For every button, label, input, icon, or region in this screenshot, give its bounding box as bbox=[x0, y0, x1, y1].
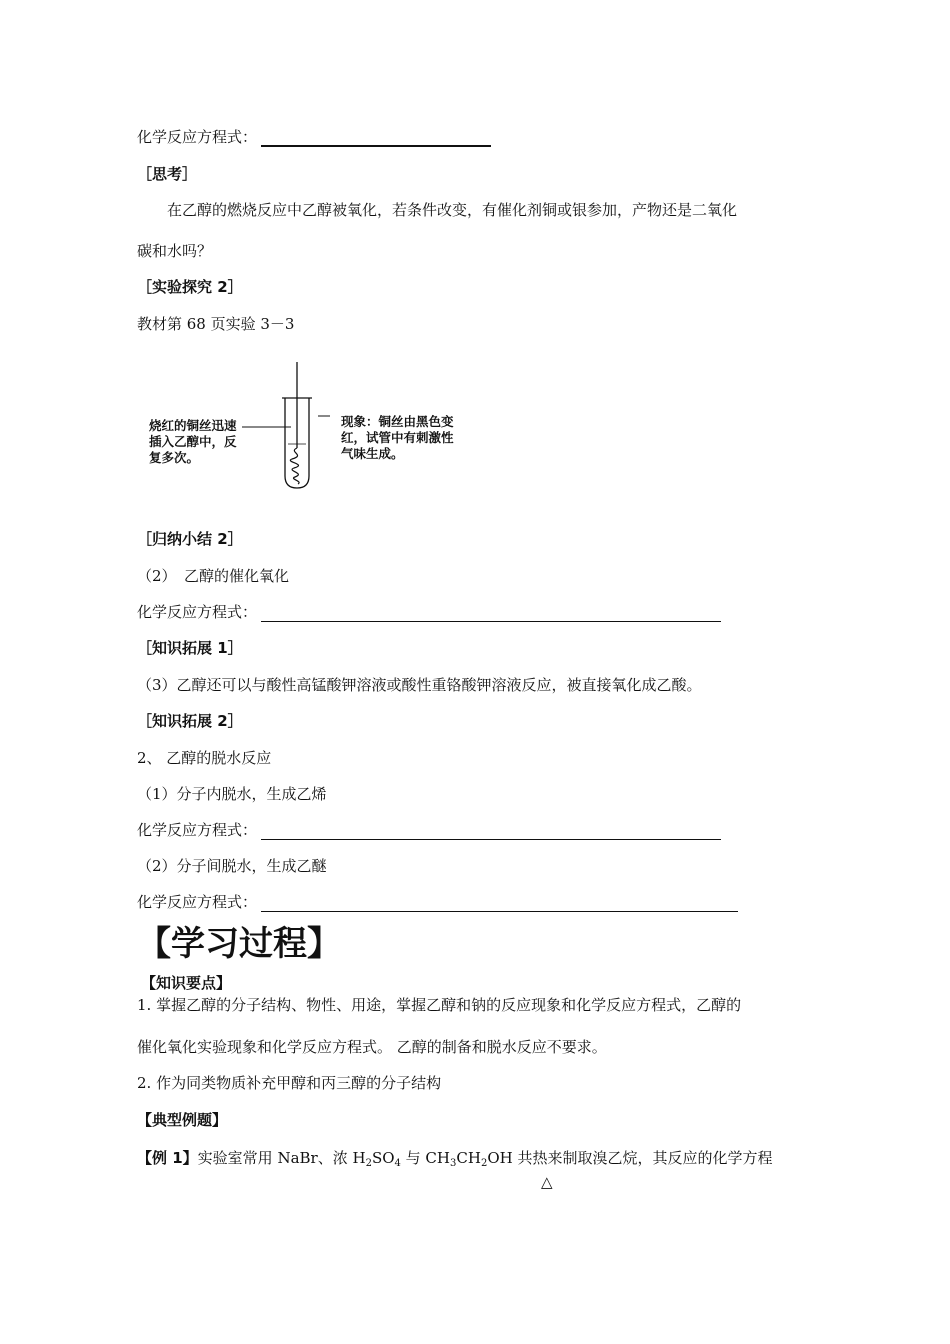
think-text-line-1: 在乙醇的燃烧反应中乙醇被氧化，若条件改变，有催化剂铜或银参加，产物还是二氧化 bbox=[167, 201, 738, 219]
equation-label: 化学反应方程式： bbox=[137, 603, 258, 621]
think-text-line-2: 碳和水吗？ bbox=[137, 242, 213, 260]
copper-coil bbox=[290, 448, 299, 484]
diagram-right-label bbox=[341, 414, 454, 462]
example1-text-part: SO bbox=[371, 1149, 395, 1167]
right-label-line-1: 现象：铜丝由黑色变 bbox=[341, 414, 454, 429]
learning-process-heading: 【学习过程】 bbox=[137, 924, 341, 964]
extension1-text: （3）乙醇还可以与酸性高锰酸钾溶液或酸性重铬酸钾溶液反应，被直接氧化成乙酸。 bbox=[137, 676, 702, 694]
think-heading: ［思考］ bbox=[137, 165, 198, 183]
answer-blank-3[interactable] bbox=[261, 823, 721, 840]
examples-heading: 【典型例题】 bbox=[137, 1111, 228, 1129]
example1-label: 【例 1】 bbox=[137, 1149, 198, 1167]
left-label-line-1: 烧红的铜丝迅速 bbox=[149, 418, 237, 433]
equation-line-3 bbox=[137, 820, 721, 840]
summary2-item: （2） 乙醇的催化氧化 bbox=[137, 567, 290, 585]
subscript: 2 bbox=[480, 1158, 488, 1169]
key-point-1-line-1: 1. 掌握乙醇的分子结构、物性、用途，掌握乙醇和钠的反应现象和化学反应方程式，乙醇的 bbox=[137, 996, 742, 1014]
subscript: 3 bbox=[450, 1158, 457, 1169]
key-points-heading: 【知识要点】 bbox=[141, 974, 232, 992]
key-point-1-line-2: 催化氧化实验现象和化学反应方程式。 乙醇的制备和脱水反应不要求。 bbox=[137, 1038, 607, 1056]
right-label-line-2: 红，试管中有刺激性 bbox=[341, 430, 454, 445]
subscript: 2 bbox=[365, 1158, 372, 1169]
left-label-line-2: 插入乙醇中，反 bbox=[149, 434, 237, 449]
extension2-sub1: （1）分子内脱水，生成乙烯 bbox=[137, 785, 327, 803]
heating-triangle: △ bbox=[541, 1173, 553, 1191]
equation-label: 化学反应方程式： bbox=[137, 893, 258, 911]
left-label-line-3: 复多次。 bbox=[149, 450, 200, 465]
example1-text-part: CH bbox=[456, 1149, 481, 1167]
example1-text-part: 与 CH bbox=[400, 1149, 450, 1167]
equation-label: 化学反应方程式： bbox=[137, 128, 258, 146]
extension2-item: 2、 乙醇的脱水反应 bbox=[137, 749, 272, 767]
example1-text-part: OH 共热来制取溴乙烷，其反应的化学方程 bbox=[487, 1149, 773, 1167]
equation-line-2 bbox=[137, 602, 721, 622]
experiment2-text: 教材第 68 页实验 3－3 bbox=[137, 315, 295, 333]
diagram-left-label bbox=[149, 418, 237, 466]
extension1-heading: ［知识拓展 1］ bbox=[137, 639, 243, 657]
example1-text bbox=[137, 1148, 772, 1168]
subscript: 4 bbox=[394, 1158, 401, 1169]
experiment2-heading: ［实验探究 2］ bbox=[137, 278, 243, 296]
extension2-sub2: （2）分子间脱水，生成乙醚 bbox=[137, 857, 327, 875]
key-point-2: 2. 作为同类物质补充甲醇和丙三醇的分子结构 bbox=[137, 1074, 442, 1092]
equation-line-4 bbox=[137, 892, 738, 912]
right-label-line-3: 气味生成。 bbox=[341, 446, 404, 461]
equation-label: 化学反应方程式： bbox=[137, 821, 258, 839]
example1-text-part: 实验室常用 NaBr、浓 H bbox=[197, 1149, 366, 1167]
answer-blank-4[interactable] bbox=[261, 895, 738, 912]
extension2-heading: ［知识拓展 2］ bbox=[137, 712, 243, 730]
answer-blank-2[interactable] bbox=[261, 605, 721, 622]
summary2-heading: ［归纳小结 2］ bbox=[137, 530, 243, 548]
